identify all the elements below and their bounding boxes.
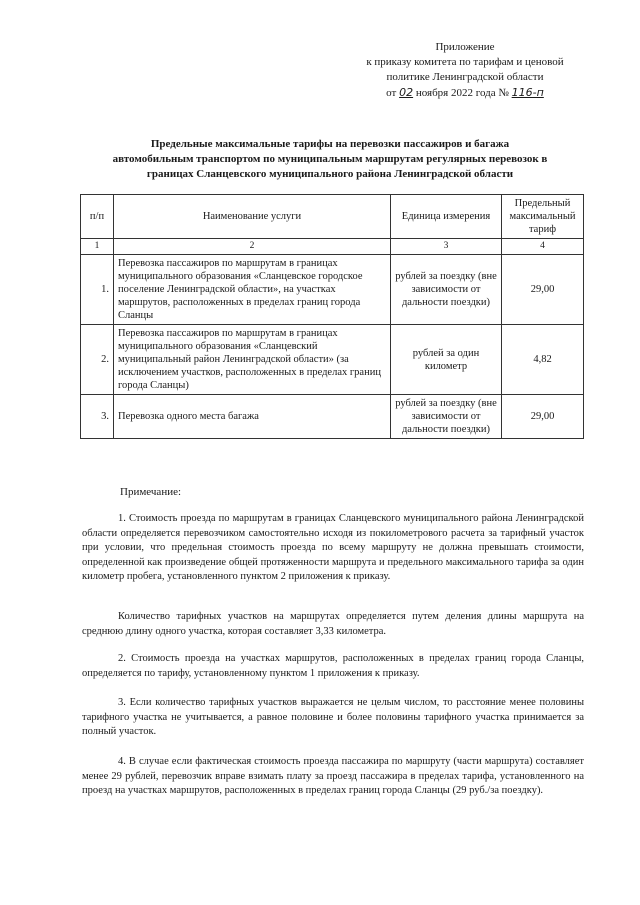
header-unit: Единица измерения [391,195,502,239]
notes-heading: Примечание: [120,486,182,498]
header-tariff: Предельный максимальный тариф [502,195,584,239]
appendix-header [340,40,590,101]
handwritten-order-number: 116-п [511,86,544,99]
row-unit: рублей за поездку (вне зависимости от дальности поездки) [391,395,502,439]
index-cell: 1 [81,239,114,255]
appendix-date-line [340,85,590,101]
note-paragraph-5: 4. В случае если фактическая стоимость проезда пассажира по маршруту (части маршрута) составляет менее 29 рублей, перевозчик вправе взимать плату за проезд пассажира в пределах тарифа, установленного на проезд на участках маршрутов, расположенных в пределах границ города Сланцы (29 руб./за поездку). [82,756,584,796]
title-line-3: границах Сланцевского муниципального района Ленинградской области [146,168,514,180]
header-number: п/п [81,195,114,239]
row-tariff: 29,00 [502,395,584,439]
handwritten-day: 02 [399,86,414,99]
table-row [81,325,584,395]
document-title [82,137,578,182]
header-service: Наименование услуги [114,195,391,239]
appendix-order-line: к приказу комитета по тарифам и ценовой [366,56,564,68]
tariffs-table [80,194,584,439]
row-number: 3. [81,395,114,439]
row-number: 1. [81,255,114,325]
note-paragraph-1: 1. Стоимость проезда по маршрутам в границах Сланцевского муниципального района Ленинградской области определяется перевозчиком самостоятельно исходя из покилометрового расчета за тарифный участок при условии, что предельная стоимость проезда по всему маршруту не должна превышать стоимости, определенной как произведение общей протяженности маршрута и предельного максимального тарифа за один километр пробега, установленного пунктом 2 приложения к приказу. [82,513,584,582]
row-service: Перевозка пассажиров по маршрутам в границах муниципального образования «Сланцевский муниципальный район Ленинградской области» (за исключением участков, расположенных в пределах границ города Сланцы) [114,325,391,395]
title-line-2: автомобильным транспортом по муниципальным маршрутам регулярных перевозок в [112,153,548,165]
row-number: 2. [81,325,114,395]
note-paragraph-4: 3. Если количество тарифных участков выражается не целым числом, то расстояние менее половины тарифного участка не учитывается, а равное половине и более половины тарифного участка принимается за полный участок. [82,697,584,737]
row-tariff: 4,82 [502,325,584,395]
appendix-committee-line: политике Ленинградской области [386,71,544,83]
title-line-1: Предельные максимальные тарифы на перевозки пассажиров и багажа [150,138,510,150]
table-header-row [81,195,584,239]
row-unit: рублей за один километр [391,325,502,395]
row-service: Перевозка пассажиров по маршрутам в границах муниципального образования «Сланцевское городское поселение Ленинградской области», на участках маршрутов, расположенных в пределах границ города Сланцы [114,255,391,325]
index-cell: 2 [114,239,391,255]
row-unit: рублей за поездку (вне зависимости от дальности поездки) [391,255,502,325]
index-cell: 4 [502,239,584,255]
row-service: Перевозка одного места багажа [114,395,391,439]
date-middle: ноября 2022 года № [415,87,509,99]
note-paragraph-3: 2. Стоимость проезда на участках маршрутов, расположенных в пределах границ города Сланцы, определяется по тарифу, установленному пунктом 1 приложения к приказу. [82,653,584,679]
table-index-row [81,239,584,255]
appendix-label: Приложение [435,41,495,53]
table-row [81,395,584,439]
index-cell: 3 [391,239,502,255]
table-row [81,255,584,325]
note-paragraph-2: Количество тарифных участков на маршрутах определяется путем деления длины маршрута на среднюю длину одного участка, которая составляет 3,33 километра. [82,611,584,637]
date-prefix: от [386,87,397,99]
row-tariff: 29,00 [502,255,584,325]
